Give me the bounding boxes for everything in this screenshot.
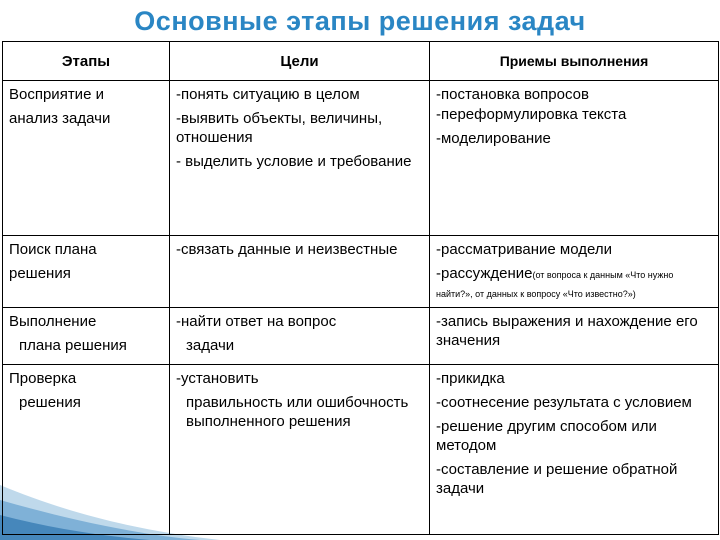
stage-line: анализ задачи — [9, 110, 111, 127]
method-note: (от вопроса к данным «Что нужно найти?», от данных к вопросу «Что известно?») — [436, 270, 674, 299]
stage-line: плана решения — [19, 337, 127, 354]
stage-cell — [3, 81, 170, 236]
stage-cell — [3, 365, 170, 535]
method-item: -переформулировка текста — [436, 106, 627, 123]
methods-cell — [430, 81, 719, 236]
method-item: -запись выражения и нахождение его значения — [436, 313, 698, 349]
table-row — [3, 236, 719, 308]
stage-line: Поиск плана — [9, 241, 97, 258]
table-row — [3, 81, 719, 236]
method-item: -постановка вопросов — [436, 86, 589, 103]
method-item: -рассматривание модели — [436, 241, 612, 258]
stage-cell — [3, 308, 170, 365]
method-item: -моделирование — [436, 130, 551, 147]
stage-line: решения — [9, 265, 71, 282]
header-stages: Этапы — [3, 42, 170, 81]
table-row — [3, 365, 719, 535]
methods-cell — [430, 365, 719, 535]
goal-item: -связать данные и неизвестные — [176, 241, 398, 258]
goal-item: -установить — [176, 370, 259, 387]
goals-cell — [170, 365, 430, 535]
goal-item: - выделить условие и требование — [176, 153, 412, 170]
method-item: -соотнесение результата с условием — [436, 394, 692, 411]
method-item: -прикидка — [436, 370, 505, 387]
goal-item: задачи — [186, 337, 235, 354]
header-goals: Цели — [170, 42, 430, 81]
goals-cell — [170, 236, 430, 308]
methods-cell — [430, 236, 719, 308]
page-title: Основные этапы решения задач — [134, 6, 586, 36]
goal-item: правильность или ошибочность выполненного решения — [186, 394, 409, 430]
stage-line: решения — [19, 394, 81, 411]
table-row — [3, 308, 719, 365]
table-header-row — [3, 42, 719, 81]
goal-item: -найти ответ на вопрос — [176, 313, 337, 330]
stages-table — [2, 41, 719, 535]
header-methods: Приемы выполнения — [430, 42, 719, 81]
stage-cell — [3, 236, 170, 308]
stage-line: Восприятие и — [9, 86, 104, 103]
goal-item: -выявить объекты, величины, отношения — [176, 110, 383, 146]
method-item: -решение другим способом или методом — [436, 418, 657, 454]
stage-line: Проверка — [9, 370, 77, 387]
stage-line: Выполнение — [9, 313, 97, 330]
goals-cell — [170, 81, 430, 236]
goals-cell — [170, 308, 430, 365]
method-item: -составление и решение обратной задачи — [436, 461, 678, 497]
goal-item: -понять ситуацию в целом — [176, 86, 360, 103]
method-item: -рассуждение — [436, 265, 533, 282]
methods-cell — [430, 308, 719, 365]
